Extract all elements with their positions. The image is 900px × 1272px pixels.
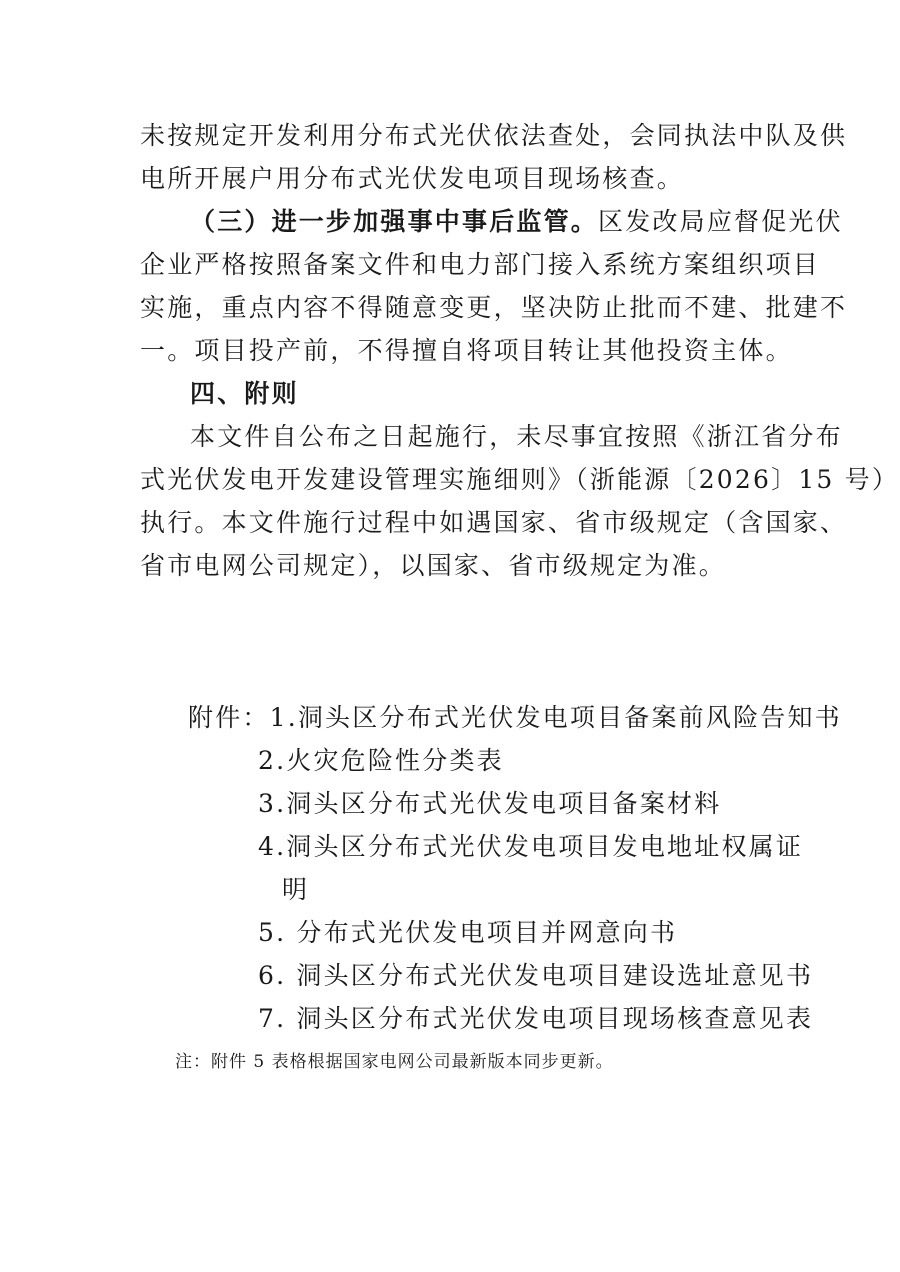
paragraph-line: 电所开展户用分布式光伏发电项目现场核查。 [140,164,685,193]
paragraph-line: 未按规定开发利用分布式光伏依法查处，会同执法中队及供 [140,121,848,150]
attachment-item: 6. 洞头区分布式光伏发电项目建设选址意见书 [258,961,814,990]
attachment-item: 4.洞头区分布式光伏发电项目发电地址权属证 [258,832,804,861]
paragraph-text: 区发改局应督促光伏 [598,207,843,236]
paragraph-line: 实施，重点内容不得随意变更，坚决防止批而不建、批建不 [140,293,848,322]
attachment-item: 3.洞头区分布式光伏发电项目备案材料 [258,789,722,818]
footnote: 注：附件 5 表格根据国家电网公司最新版本同步更新。 [175,1052,614,1072]
section-4-heading: 四、附则 [190,379,299,408]
paragraph-line: 本文件自公布之日起施行，未尽事宜按照《浙江省分布 [190,422,843,451]
attachment-item: 5. 分布式光伏发电项目并网意向书 [258,918,678,947]
paragraph-line: 一。项目投产前，不得擅自将项目转让其他投资主体。 [140,336,793,365]
attachment-item-continuation: 明 [282,875,310,904]
attachment-item: 2.火灾危险性分类表 [258,746,504,775]
paragraph-line: 企业严格按照备案文件和电力部门接入系统方案组织项目 [140,250,821,279]
paragraph-line: 式光伏发电开发建设管理实施细则》（浙能源〔2026〕15 号） [140,465,900,494]
paragraph-line [190,207,843,237]
attachment-item: 附件：1.洞头区分布式光伏发电项目备案前风险告知书 [188,703,842,732]
section-3-heading: （三）进一步加强事中事后监管。 [190,207,599,236]
paragraph-line: 执行。本文件施行过程中如遇国家、省市级规定（含国家、 [140,508,848,537]
attachments-label: 附件： [188,703,270,732]
attachment-item: 7. 洞头区分布式光伏发电项目现场核查意见表 [258,1004,814,1033]
paragraph-line: 省市电网公司规定），以国家、省市级规定为准。 [140,551,726,580]
